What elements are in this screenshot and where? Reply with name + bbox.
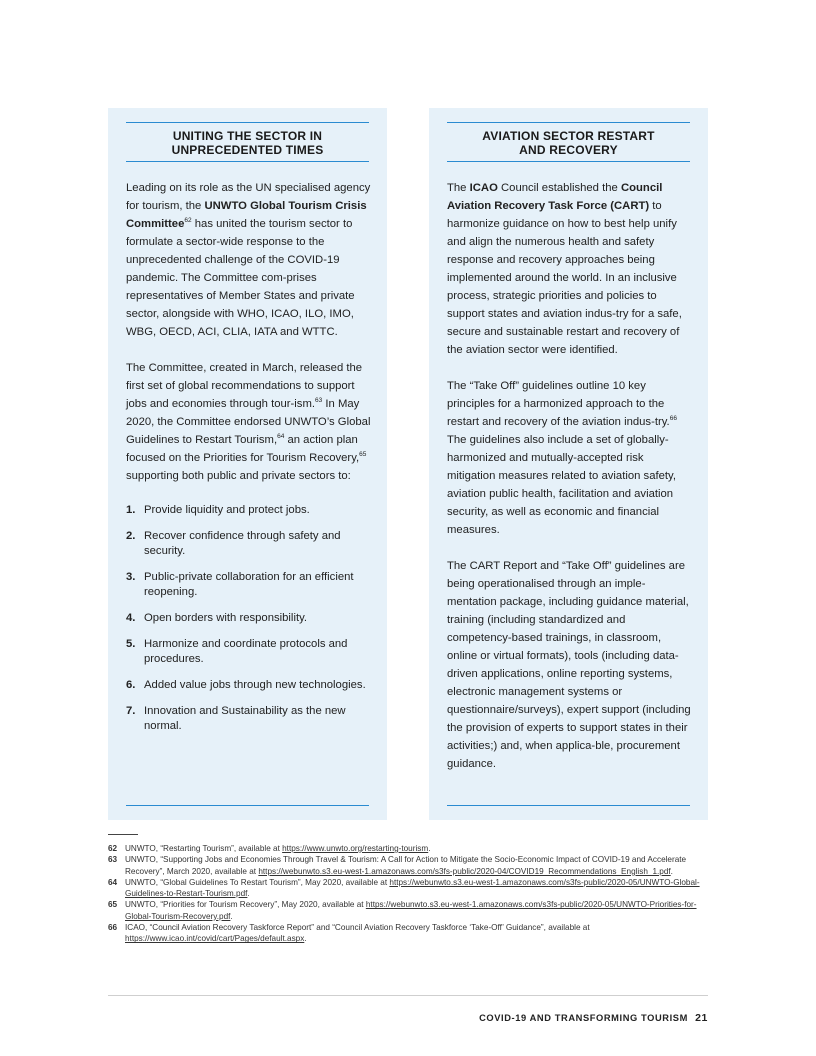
- footnote-ref: 66: [669, 415, 677, 423]
- list-item: 5. Harmonize and coordinate protocols and procedures.: [126, 638, 348, 665]
- aviation-recovery-box: [429, 108, 708, 820]
- footnotes: [108, 843, 708, 945]
- recovery-priorities-list: [126, 503, 372, 734]
- footnote-link[interactable]: https://www.unwto.org/restarting-tourism: [282, 844, 429, 853]
- footnote-ref: 64: [277, 433, 285, 441]
- page-footer-divider: [108, 995, 708, 996]
- footnote-link[interactable]: https://webunwto.s3.eu-west-1.amazonaws.com/s3fs-public/2020-05/UNWTO-Global-Guidelines-to-Restart-Tourism.pdf: [125, 877, 700, 899]
- footnote-link[interactable]: https://webunwto.s3.eu-west-1.amazonaws.com/s3fs-public/2020-04/COVID19_Recommendations_English_1.pdf: [258, 866, 671, 876]
- aviation-recovery-body: [447, 179, 693, 773]
- footnote-item: 65 UNWTO, “Priorities for Tourism Recovery”, May 2020, available at https://webunwto.s3.eu-west-1.amazonaws.com/s3fs-public/2020-05/UNWTO-Priorities-for-Global-Tourism-Recovery.pdf.: [108, 900, 697, 921]
- box-bottom-divider: [126, 805, 369, 806]
- list-item: 1. Provide liquidity and protect jobs.: [126, 504, 310, 516]
- aviation-recovery-title: AVIATION SECTOR RESTART AND RECOVERY: [447, 122, 690, 162]
- list-item: 6. Added value jobs through new technologies.: [126, 679, 366, 691]
- aviation-paragraph-2: The “Take Off” guidelines outline 10 key principles for a harmonized approach to the restart and recovery of the aviation indus-try.$^{66}$ The guidelines also include a set of globally-harmonized and mutually-accepted risk mitigation measures related to aviation safety, aviation public health, facilitation and aviation security, as well as economic and financial measures.: [447, 380, 677, 536]
- box-bottom-divider: [447, 805, 690, 806]
- uniting-sector-title: UNITING THE SECTOR IN UNPRECEDENTED TIMES: [126, 122, 369, 162]
- footnote-link[interactable]: https://webunwto.s3.eu-west-1.amazonaws.com/s3fs-public/2020-05/UNWTO-Priorities-for-Global-Tourism-Recovery.pdf: [125, 900, 697, 921]
- footnote-item: 64 UNWTO, “Global Guidelines To Restart Tourism”, May 2020, available at https://webunwto.s3.eu-west-1.amazonaws.com/s3fs-public/2020-05/UNWTO-Global-Guidelines-to-Restart-Tourism.pdf.: [108, 877, 700, 899]
- uniting-sector-paragraph-1: Leading on its role as the UN specialised agency for tourism, the UNWTO Global Tourism Crisis Committee$^{62}$ has united the tourism sector to formulate a sector-wide response to the unprecedented challenge of the COVID-19 pandemic. The Committee com-prises representatives of Member States and private sector, alongside with WHO, ICAO, ILO, IMO, WBG, OECD, ACI, CLIA, IATA and WTTC.: [126, 182, 371, 338]
- uniting-sector-body: [126, 179, 372, 745]
- uniting-sector-box: [108, 108, 387, 820]
- uniting-sector-paragraph-2: The Committee, created in March, released the first set of global recommendations to support jobs and economies through tour-ism.$^{63}$ In May 2020, the Committee endorsed UNWTO’s Global Guidelines to Restart Tourism,$^{64}$ an action plan focused on the Priorities for Tourism Recovery,$^{65}$ supporting both public and private sectors to:: [126, 362, 371, 482]
- footnote-divider: [108, 834, 138, 835]
- aviation-paragraph-1: The ICAO Council established the Council Aviation Recovery Task Force (CART) to harmonize guidance on how to best help unify and align the numerous health and safety response and recovery approaches being implemented around the world. In an inclusive process, strategic priorities and policies to support states and aviation indus-try for a safe, secure and sustainable restart and recovery of the aviation sector were identified.: [447, 182, 682, 356]
- publication-title: COVID-19 AND TRANSFORMING TOURISM: [479, 1013, 688, 1023]
- aviation-paragraph-3: The CART Report and “Take Off” guidelines are being operationalised through an imple-mentation package, including guidance material, training (including standardized and competency-based trainings, in classroom, online or virtual formats), tools (including data-driven applications, online reporting systems, electronic management systems or questionnaire/surveys), expert support (including the provision of experts to support states in their activities;) and, when applica-ble, procurement guidance.: [447, 560, 691, 770]
- footnote-item: 66 ICAO, “Council Aviation Recovery Taskforce Report” and “Council Aviation Recovery Taskforce ‘Take-Off’ Guidance”, available at https://www.icao.int/covid/cart/Pages/default.aspx.: [108, 923, 590, 944]
- footnote-link[interactable]: https://www.icao.int/covid/cart/Pages/default.aspx: [125, 934, 305, 944]
- footnote-ref: 62: [184, 217, 192, 225]
- footnote-item: 63 UNWTO, “Supporting Jobs and Economies Through Travel & Tourism: A Call for Action to Mitigate the Socio-Economic Impact of COVID-19 and Accelerate Recovery”, March 2020, available at https://webunwto.s3.eu-west-1.amazonaws.com/s3fs-public/2020-04/COVID19_Recommendations_English_1.pdf.: [108, 855, 687, 876]
- list-item: 7. Innovation and Sustainability as the new normal.: [126, 705, 346, 732]
- page-number: 21: [695, 1012, 708, 1024]
- footnote-ref: 63: [315, 397, 323, 405]
- list-item: 3. Public-private collaboration for an efficient reopening.: [126, 571, 354, 598]
- list-item: 4. Open borders with responsibility.: [126, 612, 308, 624]
- page-footer: [479, 1012, 708, 1024]
- footnote-ref: 65: [359, 451, 367, 459]
- list-item: 2. Recover confidence through safety and security.: [126, 530, 341, 557]
- footnote-item: 62 UNWTO, “Restarting Tourism”, available at https://www.unwto.org/restarting-tourism.: [108, 844, 431, 853]
